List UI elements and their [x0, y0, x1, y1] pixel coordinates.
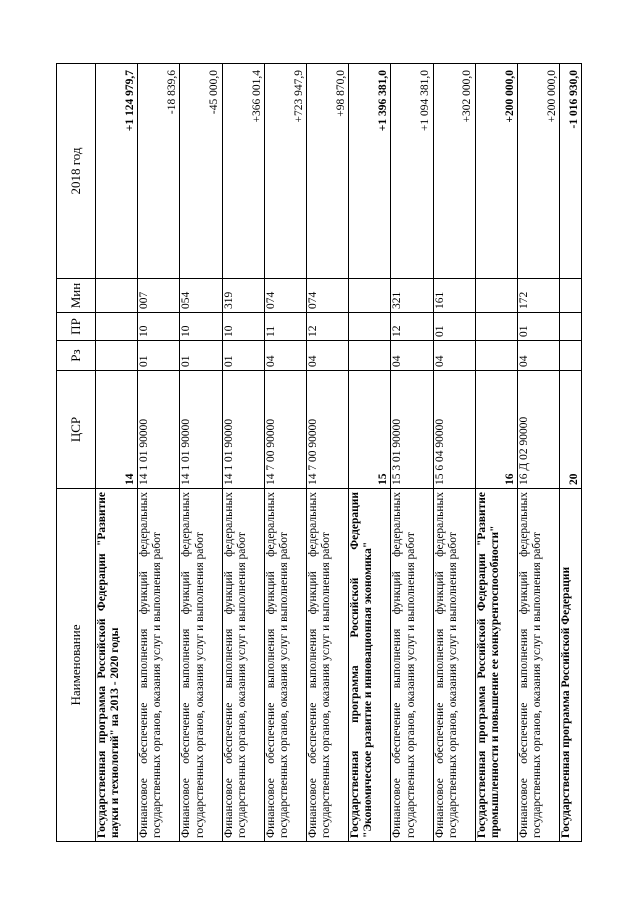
- table-row: [391, 64, 433, 842]
- row-name: Финансовое обеспечение выполнения функций федеральных государственных органов, оказания услуг и выполнения работ: [433, 489, 475, 842]
- header-pr: ПР: [57, 313, 96, 341]
- row-rz: [560, 341, 582, 371]
- row-csr: 16 Д 02 90000: [517, 371, 559, 489]
- row-rz: [96, 341, 138, 371]
- row-rz: [349, 341, 391, 371]
- row-csr: 15: [349, 371, 391, 489]
- row-pr: 10: [222, 313, 264, 341]
- row-rz: 04: [517, 341, 559, 371]
- row-pr: 01: [433, 313, 475, 341]
- row-amount: -1 016 930,0: [560, 64, 582, 279]
- table-row: [349, 64, 391, 842]
- row-rz: 01: [138, 341, 180, 371]
- row-min: 319: [222, 279, 264, 313]
- row-amount: +200 000,0: [517, 64, 559, 279]
- row-pr: [560, 313, 582, 341]
- table-row: [433, 64, 475, 842]
- row-amount: -45 000,0: [180, 64, 222, 279]
- row-pr: 12: [391, 313, 433, 341]
- row-min: 054: [180, 279, 222, 313]
- row-csr: 14 1 01 90000: [222, 371, 264, 489]
- row-amount: +1 396 381,0: [349, 64, 391, 279]
- row-min: [475, 279, 517, 313]
- table-row: [96, 64, 138, 842]
- row-min: 161: [433, 279, 475, 313]
- row-name: Финансовое обеспечение выполнения функций федеральных государственных органов, оказания услуг и выполнения работ: [306, 489, 348, 842]
- table-header-row: [57, 64, 96, 842]
- row-amount: +200 000,0: [475, 64, 517, 279]
- row-pr: 10: [138, 313, 180, 341]
- row-min: 074: [264, 279, 306, 313]
- row-name: Финансовое обеспечение выполнения функций федеральных государственных органов, оказания услуг и выполнения работ: [517, 489, 559, 842]
- row-min: [96, 279, 138, 313]
- table-row: [517, 64, 559, 842]
- row-rz: 04: [433, 341, 475, 371]
- row-rz: 04: [264, 341, 306, 371]
- row-amount: -18 839,6: [138, 64, 180, 279]
- row-name: Государственная программа Российской Федерации "Развитие науки и технологий" на 2013 - 2020 годы: [96, 489, 138, 842]
- header-csr: ЦСР: [57, 371, 96, 489]
- row-csr: 14 7 00 90000: [264, 371, 306, 489]
- row-amount: +98 870,0: [306, 64, 348, 279]
- row-rz: 01: [222, 341, 264, 371]
- row-name: Финансовое обеспечение выполнения функций федеральных государственных органов, оказания услуг и выполнения работ: [264, 489, 306, 842]
- row-min: [560, 279, 582, 313]
- row-pr: 11: [264, 313, 306, 341]
- row-amount: +723 947,9: [264, 64, 306, 279]
- row-amount: +366 001,4: [222, 64, 264, 279]
- row-pr: [475, 313, 517, 341]
- row-csr: 14 1 01 90000: [180, 371, 222, 489]
- row-amount: +302 000,0: [433, 64, 475, 279]
- row-amount: +1 094 381,0: [391, 64, 433, 279]
- table-row: [306, 64, 348, 842]
- header-name: Наименование: [57, 489, 96, 842]
- table-row: [138, 64, 180, 842]
- row-csr: 14: [96, 371, 138, 489]
- row-min: 074: [306, 279, 348, 313]
- row-name: Финансовое обеспечение выполнения функций федеральных государственных органов, оказания услуг и выполнения работ: [138, 489, 180, 842]
- row-name: Финансовое обеспечение выполнения функций федеральных государственных органов, оказания услуг и выполнения работ: [222, 489, 264, 842]
- row-min: [349, 279, 391, 313]
- row-csr: 15 3 01 90000: [391, 371, 433, 489]
- table-row: [180, 64, 222, 842]
- header-min: Мин: [57, 279, 96, 313]
- row-csr: 20: [560, 371, 582, 489]
- row-csr: 15 6 04 90000: [433, 371, 475, 489]
- row-amount: +1 124 979,7: [96, 64, 138, 279]
- header-year: 2018 год: [57, 64, 96, 279]
- row-pr: 10: [180, 313, 222, 341]
- table-row: [264, 64, 306, 842]
- row-name: Финансовое обеспечение выполнения функций федеральных государственных органов, оказания услуг и выполнения работ: [180, 489, 222, 842]
- row-name: Государственная программа Российской Федерации: [560, 489, 582, 842]
- table-row: [222, 64, 264, 842]
- row-min: 007: [138, 279, 180, 313]
- row-csr: 16: [475, 371, 517, 489]
- row-rz: 04: [306, 341, 348, 371]
- row-min: 321: [391, 279, 433, 313]
- row-name: Государственная программа Российской Федерации "Развитие промышленности и повышение ее конкурентоспособности": [475, 489, 517, 842]
- row-name: Финансовое обеспечение выполнения функций федеральных государственных органов, оказания услуг и выполнения работ: [391, 489, 433, 842]
- budget-table: [56, 63, 582, 842]
- row-pr: 12: [306, 313, 348, 341]
- table-row: [560, 64, 582, 842]
- rotated-page: [56, 64, 582, 842]
- row-name: Государственная программа Российской Федерации "Экономическое развитие и инновационная экономика": [349, 489, 391, 842]
- header-rz: Рз: [57, 341, 96, 371]
- row-pr: 01: [517, 313, 559, 341]
- row-pr: [96, 313, 138, 341]
- row-min: 172: [517, 279, 559, 313]
- row-csr: 14 1 01 90000: [138, 371, 180, 489]
- row-pr: [349, 313, 391, 341]
- row-csr: 14 7 00 90000: [306, 371, 348, 489]
- row-rz: 01: [180, 341, 222, 371]
- table-row: [475, 64, 517, 842]
- row-rz: [475, 341, 517, 371]
- row-rz: 04: [391, 341, 433, 371]
